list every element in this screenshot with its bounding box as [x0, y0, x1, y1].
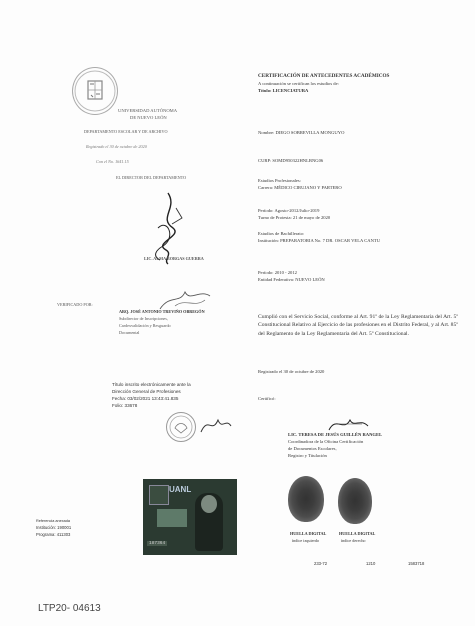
- study-period: Período: Agosto-2012/Julio-2019: [258, 208, 320, 213]
- fingerprint-right-sub: índice derecho: [341, 538, 366, 543]
- bachelor-period: Período: 2010 - 2012: [258, 270, 297, 275]
- student-curp: CURP: SOMD950322HNLBNG06: [258, 158, 324, 163]
- certificate-level: Título: LICENCIATURA: [258, 88, 309, 93]
- verifier-role3: Documental: [119, 330, 140, 335]
- photo-number: 187364: [149, 541, 166, 546]
- program-code: Programa: 411303: [36, 532, 71, 537]
- university-line1: UNIVERSIDAD AUTÓNOMA: [118, 108, 178, 113]
- certifies-label: Certificó:: [258, 396, 276, 401]
- signer-name: LIC. TERESA DE JESÚS GUILLÉN RANGEL: [288, 432, 383, 437]
- bachelor-institution: Institución: PREPARATORIA No. 7 DR. OSCAR VELA CANTU: [258, 238, 381, 243]
- fingerprint-icon: [338, 478, 372, 524]
- registration-number: Con el No. 1641.15: [96, 159, 129, 164]
- document-code: LTP20- 04613: [38, 603, 101, 614]
- fingerprint-left-label: HUELLA DIGITAL: [290, 531, 327, 536]
- electronic-line1: Título inscrito electrónicamente ante la: [112, 382, 191, 387]
- career: Carrera: MÉDICO CIRUJANO Y PARTERO: [258, 185, 342, 190]
- department: DEPARTAMENTO ESCOLAR Y DE ARCHIVO: [84, 129, 168, 134]
- student-name: Nombre: DIEGO SOBREVILLA MONGUYO: [258, 130, 345, 135]
- photo-band: [157, 509, 187, 527]
- person-face: [201, 495, 217, 513]
- university-seal-icon: [72, 67, 118, 115]
- electronic-line2: Dirección General de Profesiones: [112, 389, 181, 394]
- bottom-number-2: 1210: [366, 561, 376, 566]
- director-title: EL DIRECTOR DEL DEPARTAMENTO: [116, 175, 187, 180]
- signer-role3: Registro y Titulación: [288, 453, 327, 458]
- institution-code: Institución: 190001: [36, 525, 72, 530]
- social-service-paragraph: Cumplió con el Servicio Social, conforme al Art. 91º de la Ley Reglamentaria del Art. 5º Constitucional Relativo al Ejercicio de las profesiones en el Distrito Federal, y al Art. 85º del Reglamento de la Ley Reglamentaria del Art. 5º Constitucional.: [258, 314, 458, 337]
- government-seal-icon: [166, 412, 196, 442]
- verifier-role2: Cardexvalidación y Resguardo: [119, 323, 171, 328]
- professional-heading: Estudios Profesionales:: [258, 178, 301, 183]
- electronic-signature: [198, 412, 234, 438]
- certificate-subtitle: A continuación se certifican los estudios de:: [258, 81, 339, 86]
- federal-entity: Entidad Federativa: NUEVO LEÓN: [258, 277, 325, 282]
- signer-role1: Coordinadora de la Oficina Certificación: [288, 439, 364, 444]
- bachelor-heading: Estudios de Bachillerato:: [258, 231, 305, 236]
- student-photo: [143, 479, 237, 555]
- electronic-folio: Folio: 33678: [112, 403, 138, 408]
- left-registration-date: Registrado el 30 de octubre de 2020: [86, 144, 147, 149]
- verifier-name: ARQ. JOSÉ ANTONIO TREVIÑO OBREGÓN: [119, 309, 205, 314]
- bottom-number-3: 1583718: [408, 561, 425, 566]
- bottom-number-1: 233-72: [314, 561, 328, 566]
- electronic-date: Fecha: 03/02/2021 13:43:41.835: [112, 396, 179, 401]
- verifier-role1: Subdirector de Inscripciones,: [119, 316, 168, 321]
- verified-by-label: VERIFICADO POR:: [57, 302, 93, 307]
- director-name: LIC. ALMA BORGAS GUERRA: [144, 256, 204, 261]
- fingerprint-icon: [288, 476, 324, 522]
- photo-logo: [149, 485, 169, 505]
- fingerprint-left-sub: índice izquierdo: [292, 538, 320, 543]
- registered-date: Registrado el 30 de octubre de 2020: [258, 369, 325, 374]
- reference-label: Referencia anexada: [36, 519, 70, 523]
- photo-brand: UANL: [169, 485, 192, 494]
- certificate-title: CERTIFICACIÓN DE ANTECEDENTES ACADÉMICOS: [258, 73, 390, 79]
- fingerprint-right-label: HUELLA DIGITAL: [339, 531, 376, 536]
- university-line2: DE NUEVO LEÓN: [130, 115, 167, 120]
- exam-date: Turno de Protesta: 21 de mayo de 2020: [258, 215, 331, 220]
- signer-role2: de Documentos Escolares,: [288, 446, 337, 451]
